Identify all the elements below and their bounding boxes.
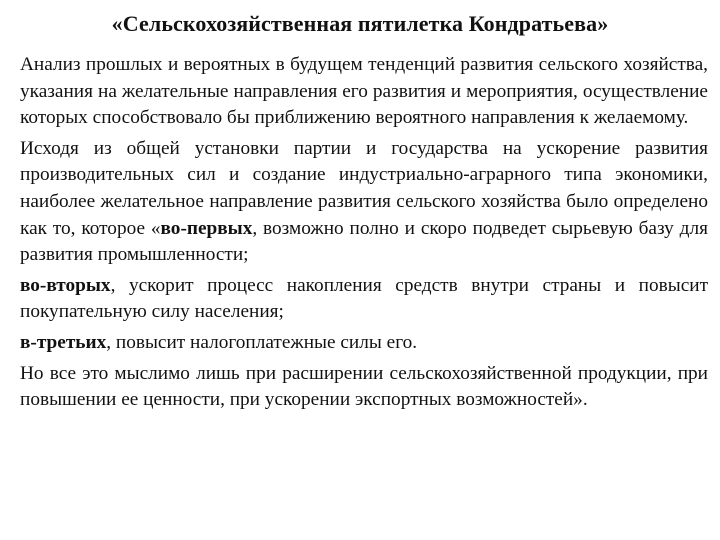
paragraph-direction — [20, 136, 708, 269]
paragraph-second-point — [20, 273, 708, 326]
third-point-label: в-третьих — [20, 331, 107, 353]
first-point-label: во-первых — [160, 217, 253, 239]
slide-body — [20, 52, 708, 418]
third-point-text: , повысит налогоплатежные силы его. — [106, 331, 418, 353]
paragraph-analysis: Анализ прошлых и вероятных в будущем тенденций развития сельского хозяйства, указания на желательные направления его развития и мероприятия, осуществление которых способствовало бы приближению вероятного направления к желаемому. — [20, 54, 708, 129]
paragraph-direction-text: Исходя из общей установки партии и государства на ускорение развития производительных сил и создание индустриально-аграрного типа экономики, наиболее желательное направление развития сельского хозяйства было определено как то, которое « — [20, 137, 708, 239]
paragraph-conclusion: Но все это мыслимо лишь при расширении сельскохозяйственной продукции, при повышении ее ценности, при ускорении экспортных возможностей». — [20, 362, 708, 411]
first-point-text: , возможно полно и скоро подведет сырьевую базу для развития промышленности; — [20, 217, 708, 266]
second-point-label: во-вторых — [20, 274, 111, 296]
second-point-text: , ускорит процесс накопления средств внутри страны и повысит покупательную силу населения; — [20, 274, 708, 323]
slide-title: «Сельскохозяйственная пятилетка Кондратьева» — [111, 11, 609, 36]
paragraph-third-point — [20, 330, 708, 357]
